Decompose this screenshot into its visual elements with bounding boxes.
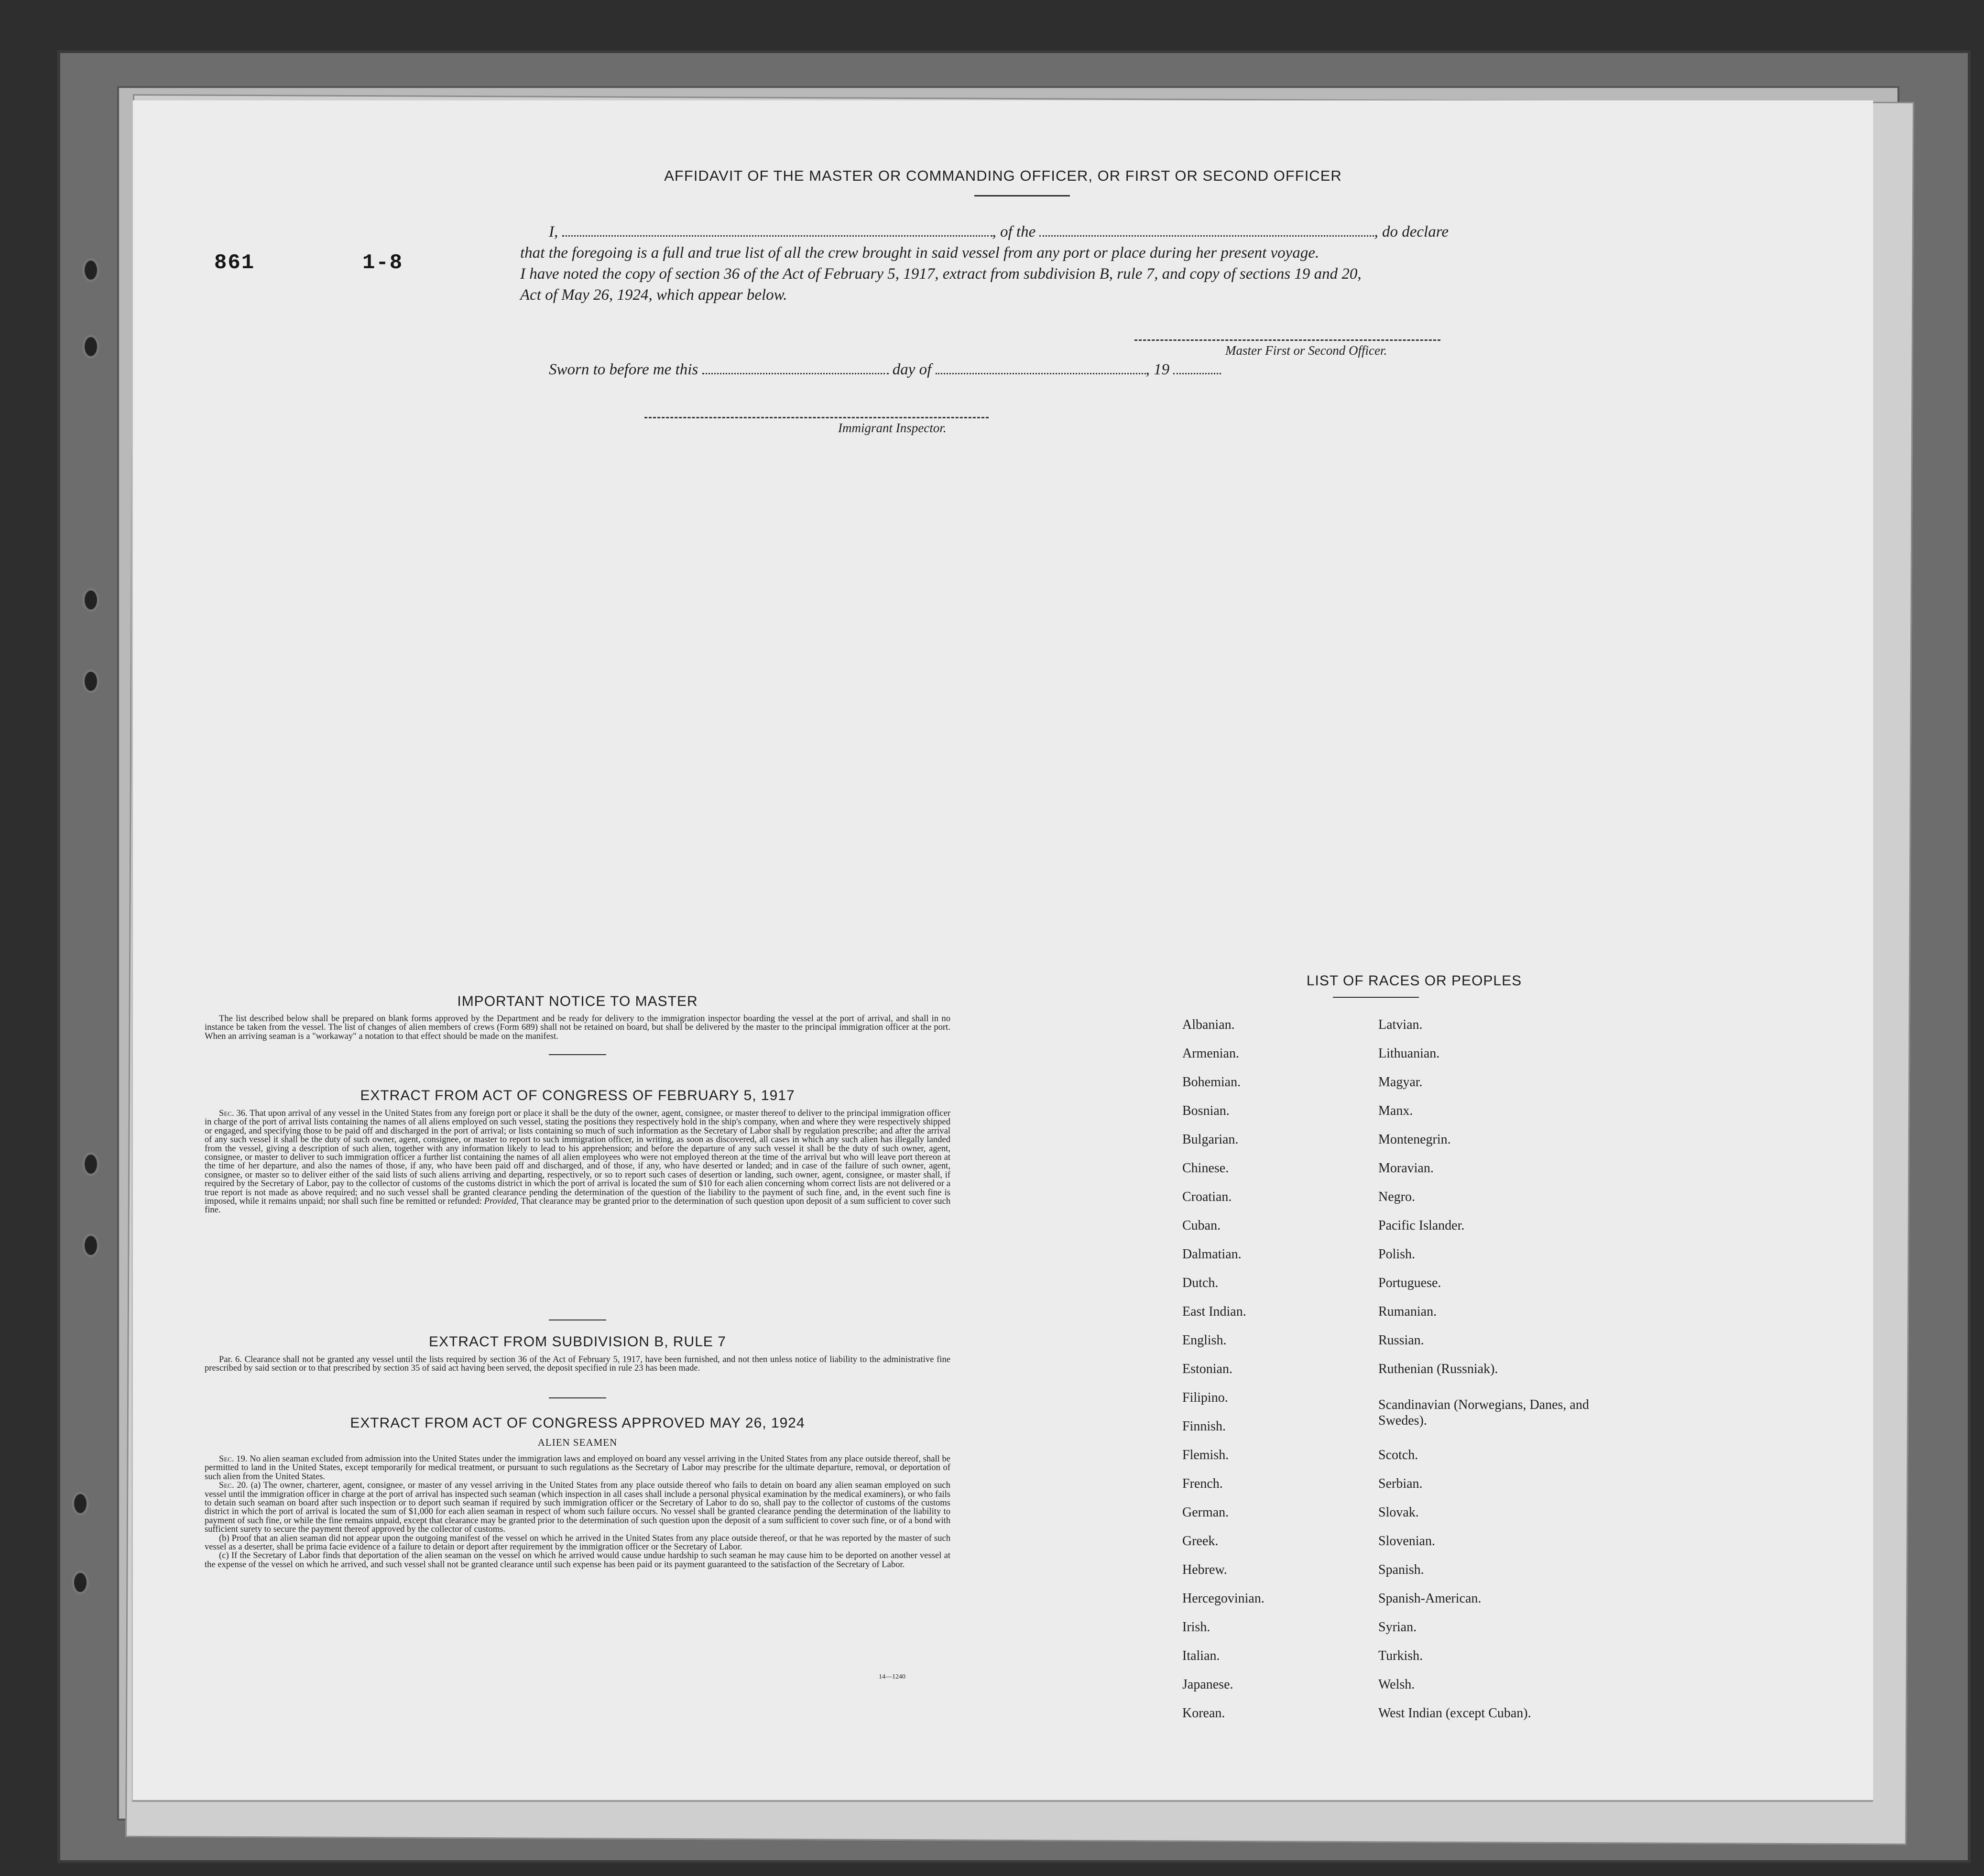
affidavit-declare: , do declare <box>1374 223 1449 240</box>
race-left-item: French. <box>1182 1476 1223 1491</box>
race-right-item: Moravian. <box>1378 1161 1434 1176</box>
race-right-item: West Indian (except Cuban). <box>1378 1706 1531 1721</box>
race-left-item: Japanese. <box>1182 1677 1233 1692</box>
form-page <box>131 100 1873 1802</box>
race-left-item: Hercegovinian. <box>1182 1591 1265 1606</box>
sec-20a-text: (a) The owner, charterer, agent, consignee, or master of any vessel arriving in the United States from any place outside thereof who fails to detain on board any alien seaman employed on such vessel until the immigration officer in charge at the port of arrival has inspected such seaman (which inspection in all cases shall include a personal physical examination by the medical examiners), or who fails to detain such seaman on board after such inspection or to deport such seaman if required by such immigration officer or the Secretary of Labor to do so, shall pay to the collector of customs of the customs district in which the port of arrival is located the sum of $1,000 for each alien seaman in respect of whom such failure occurs. No vessel shall be granted clearance pending the determination of the liability to payment of such fine, or while the fine remains unpaid, except that clearance may be granted prior to the determination of such question upon the deposit of a sum sufficient to cover such fine, or of a bond with sufficient surety to secure the payment thereof approved by the collector of customs. <box>205 1480 950 1535</box>
race-right-item: Turkish. <box>1378 1648 1423 1663</box>
punch-hole-icon <box>82 669 99 693</box>
form-number: 14—1240 <box>879 1673 905 1680</box>
race-right-item: Negro. <box>1378 1189 1415 1204</box>
sworn-year-blank <box>1173 360 1221 374</box>
race-left-item: Italian. <box>1182 1648 1220 1663</box>
race-right-item: Polish. <box>1378 1247 1416 1262</box>
race-right-item: Scotch. <box>1378 1448 1418 1462</box>
sec-20c-paragraph: (c) If the Secretary of Labor finds that deportation of the alien seaman on the vessel on which he arrived would cause undue hardship to such seaman he may cause him to be deported on another vessel at the expense of the vessel on which he arrived, and such vessel shall not be granted clearance until such expense has been paid or its payment guaranteed to the satisfaction of the Secretary of Labor. <box>205 1550 950 1570</box>
race-right-item: Scandinavian (Norwegians, Danes, and Swedes). <box>1378 1397 1589 1428</box>
race-left-item: Estonian. <box>1182 1362 1232 1376</box>
punch-hole-icon <box>72 1492 89 1516</box>
race-right-item: Serbian. <box>1378 1476 1423 1491</box>
sec-19-label: Sec. 19. <box>219 1454 248 1464</box>
affidavit-line-3: I have noted the copy of section 36 of the Act of February 5, 1917, extract from subdivision B, rule 7, and copy of sections 19 and 20, <box>520 265 1362 283</box>
sworn-month-blank <box>936 360 1146 374</box>
affidavit-line-1 <box>549 221 1449 243</box>
race-left-item: Dutch. <box>1182 1276 1219 1290</box>
stamp-number: 861 <box>214 251 255 275</box>
master-caption: Master First or Second Officer. <box>1225 343 1387 358</box>
punch-hole-icon <box>82 258 99 282</box>
sworn-line <box>549 359 1221 381</box>
race-left-item: German. <box>1182 1505 1229 1520</box>
race-left-item: Croatian. <box>1182 1189 1232 1204</box>
race-left-item: East Indian. <box>1182 1304 1246 1319</box>
extract-1924-title: EXTRACT FROM ACT OF CONGRESS APPROVED MAY 26, 1924 <box>350 1415 805 1431</box>
race-right-item: Spanish. <box>1378 1562 1424 1577</box>
race-right-item: Pacific Islander. <box>1378 1218 1465 1233</box>
affidavit-line-2: that the foregoing is a full and true list of all the crew brought in said vessel from any port or place during her present voyage. <box>520 244 1319 262</box>
race-right-item: Latvian. <box>1378 1017 1423 1032</box>
proviso-text: That clearance may be granted prior to the determination of such question upon deposit of a sum sufficient to cover such fine. <box>205 1196 951 1215</box>
race-right-item: Slovenian. <box>1378 1534 1435 1549</box>
race-left-item: Armenian. <box>1182 1046 1239 1061</box>
race-right-item: Syrian. <box>1378 1620 1417 1635</box>
vessel-name-blank <box>1039 222 1374 237</box>
race-right-item: Russian. <box>1378 1333 1424 1348</box>
affidavit-title: AFFIDAVIT OF THE MASTER OR COMMANDING OFFICER, OR FIRST OR SECOND OFFICER <box>664 167 1342 184</box>
extract-1917-title: EXTRACT FROM ACT OF CONGRESS OF FEBRUARY 5, 1917 <box>360 1088 795 1103</box>
race-right-item: Welsh. <box>1378 1677 1415 1692</box>
race-left-item: Albanian. <box>1182 1017 1235 1032</box>
race-right-item: Ruthenian (Russniak). <box>1378 1362 1498 1376</box>
inspector-signature-line <box>644 417 989 418</box>
sworn-year-prefix: , 19 <box>1145 361 1170 378</box>
punch-hole-icon <box>82 1233 99 1257</box>
sworn-day-blank <box>702 360 889 374</box>
notice-text: The list described below shall be prepared on blank forms approved by the Department and be ready for delivery to the immigration inspector boarding the vessel at the port of arrival, and shall in no instance be taken from the vessel. The list of changes of alien members of crews (Form 689) shall not be retained on board, but shall be delivered by the master to the principal immigration officer at the port. When an arriving seaman is a "workaway" a notation to that effect should be made on the manifest. <box>205 1014 950 1041</box>
race-left-item: Finnish. <box>1182 1419 1226 1434</box>
sec-36-text: That upon arrival of any vessel in the United States from any foreign port or place it shall be the duty of the owner, agent, consignee, or master thereof to deliver to the principal immigration officer in charge of the port of arrival lists containing the names of all aliens employed on such vessel, stating the positions they respectively hold in the ship's company, when and where they were respectively shipped or engaged, and specifying those to be paid off and discharged in the port of arrival; or lists containing so much of such information as the Secretary of Labor shall by regulation prescribe; and after the arrival of any such vessel it shall be the duty of such owner, agent, consignee, or master to report to such immigration officer, in writing, as soon as discovered, all cases in which any such alien has illegally landed from the vessel, giving a description of such alien, together with any information likely to lead to his apprehension; and before the departure of any such vessel it shall be the duty of such owner, agent, consignee, or master to deliver to such immigration officer a further list containing the names of all alien employees who were not employed thereon at the time of the arrival but who will leave port thereon at the time of her departure, and also the names of those, if any, who have been paid off and discharged, and of those, if any, who have deserted or landed; and in case of the failure of such owner, agent, consignee, or master so to deliver either of the said lists of such aliens arriving and departing, respectively, or so to report such cases of desertion or landing, such owner, agent, consignee, or master shall, if required by the Secretary of Labor, pay to the collector of customs of the customs district in which the port of arrival is located the sum of $10 for each alien concerning whom correct lists are not delivered or a true report is not made as above required; and no such vessel shall be granted clearance pending the determination of the question of the liability to the payment of such fine, and, in the event such fine is imposed, while it remains unpaid; nor shall such fine be remitted or refunded: <box>205 1108 951 1207</box>
race-right-item: Manx. <box>1378 1103 1413 1118</box>
race-left-item: Bulgarian. <box>1182 1132 1239 1147</box>
sec-36-label: Sec. 36. <box>219 1108 248 1118</box>
race-left-item: Bohemian. <box>1182 1075 1241 1090</box>
title-underline <box>974 195 1070 196</box>
stamp-sheet: 1-8 <box>362 251 403 275</box>
race-left-item: Hebrew. <box>1182 1562 1227 1577</box>
master-name-blank <box>562 222 992 237</box>
race-left-item: Greek. <box>1182 1534 1219 1549</box>
race-left-item: Bosnian. <box>1182 1103 1230 1118</box>
sec-19-text: No alien seaman excluded from admission into the United States under the immigration laws and employed on board any vessel arriving in the United States from any place outside thereof, shall be permitted to land in the United States, except temporarily for medical treatment, or pursuant to such regulations as the Secretary of Labor may prescribe for the ultimate departure, removal, or deportation of such alien from the United States. <box>205 1454 950 1482</box>
race-left-item: Dalmatian. <box>1182 1247 1242 1262</box>
sworn-day-of: day of <box>892 361 932 378</box>
notice-divider <box>549 1054 606 1055</box>
race-right-item: Magyar. <box>1378 1075 1423 1090</box>
extract-1917-text <box>205 1109 950 1215</box>
notice-title: IMPORTANT NOTICE TO MASTER <box>457 993 698 1009</box>
race-left-item: Irish. <box>1182 1620 1210 1635</box>
inspector-caption: Immigrant Inspector. <box>838 421 947 435</box>
rule-7-text: Par. 6. Clearance shall not be granted any vessel until the lists required by section 36 of the Act of February 5, 1917, have been furnished, and not then unless notice of liability to the administrative fine prescribed by said section or to that prescribed by section 35 of said act having been served, the deposit specified in rule 23 has been made. <box>205 1354 950 1374</box>
race-right-item: Portuguese. <box>1378 1276 1441 1290</box>
sec-20b-paragraph: (b) Proof that an alien seaman did not appear upon the outgoing manifest of the vessel on which he arrived in the United States from any place outside thereof, or that he was reported by the master of such vessel as a deserter, shall be prima facie evidence of a failure to detain or deport after requirement by the immigration officer or the Secretary of Labor. <box>205 1533 950 1552</box>
race-left-item: English. <box>1182 1333 1227 1348</box>
punch-hole-icon <box>82 335 99 359</box>
race-right-item: Lithuanian. <box>1378 1046 1440 1061</box>
race-left-item: Chinese. <box>1182 1161 1229 1176</box>
master-signature-line <box>1134 339 1440 341</box>
sec-20-label: Sec. 20. <box>219 1480 248 1491</box>
sworn-prefix: Sworn to before me this <box>549 361 698 378</box>
punch-hole-icon <box>82 1152 99 1176</box>
race-left-item: Korean. <box>1182 1706 1225 1721</box>
affidavit-of-the: , of the <box>992 223 1036 240</box>
race-left-item: Flemish. <box>1182 1448 1229 1462</box>
race-right-item: Montenegrin. <box>1378 1132 1451 1147</box>
race-left-item: Filipino. <box>1182 1390 1228 1405</box>
race-left-item: Cuban. <box>1182 1218 1221 1233</box>
proviso-label: Provided, <box>484 1196 519 1207</box>
races-title: LIST OF RACES OR PEOPLES <box>1306 973 1522 989</box>
affidavit-i: I, <box>549 223 558 240</box>
rule-7-divider <box>549 1397 606 1398</box>
rule-7-title: EXTRACT FROM SUBDIVISION B, RULE 7 <box>429 1334 726 1350</box>
race-right-item: Slovak. <box>1378 1505 1419 1520</box>
race-right-item: Spanish-American. <box>1378 1591 1482 1606</box>
races-title-underline <box>1333 997 1419 998</box>
punch-hole-icon <box>82 588 99 612</box>
sec-20a-paragraph <box>205 1481 950 1534</box>
race-right-item: Rumanian. <box>1378 1304 1437 1319</box>
alien-seamen-subtitle: ALIEN SEAMEN <box>537 1437 618 1448</box>
punch-hole-icon <box>72 1571 89 1594</box>
affidavit-line-4: Act of May 26, 1924, which appear below. <box>520 286 787 304</box>
extract-1924-text <box>205 1455 950 1569</box>
sec-19-paragraph <box>205 1455 950 1481</box>
